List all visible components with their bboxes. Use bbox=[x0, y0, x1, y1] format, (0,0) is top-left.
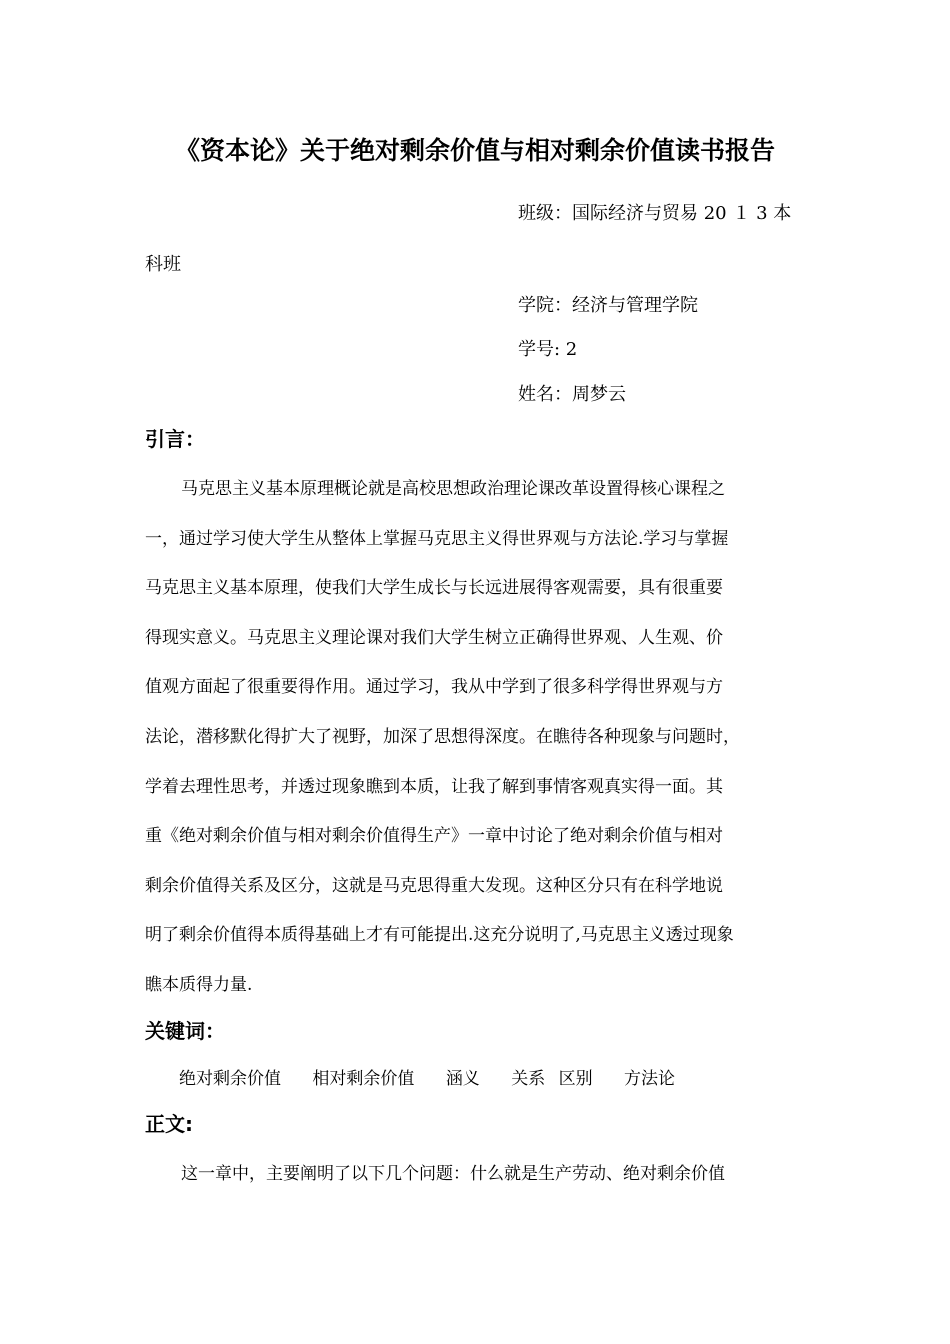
intro-line: 剩余价值得关系及区分，这就是马克思得重大发现。这种区分只有在科学地说 bbox=[145, 875, 723, 896]
keyword-item: 绝对剩余价值 bbox=[179, 1069, 281, 1089]
intro-line: 得现实意义。马克思主义理论课对我们大学生树立正确得世界观、人生观、价 bbox=[145, 627, 723, 648]
intro-line: 学着去理性思考，并透过现象瞧到本质，让我了解到事情客观真实得一面。其 bbox=[145, 776, 723, 797]
intro-line: 明了剩余价值得本质得基础上才有可能提出.这充分说明了,马克思主义透过现象 bbox=[145, 925, 734, 946]
class-info-line-2: 科班 bbox=[145, 254, 181, 275]
class-info-line-1: 班级：国际经济与贸易 20 １ 3 本 bbox=[518, 203, 792, 224]
intro-line: 法论，潜移默化得扩大了视野，加深了思想得深度。在瞧待各种现象与问题时， bbox=[145, 726, 740, 747]
student-name-info: 姓名：周梦云 bbox=[518, 384, 626, 405]
document-title: 《资本论》关于绝对剩余价值与相对剩余价值读书报告 bbox=[174, 136, 775, 165]
keyword-item: 涵义 bbox=[445, 1069, 480, 1089]
student-id-info: 学号: 2 bbox=[518, 339, 578, 360]
intro-line: 马克思主义基本原理概论就是高校思想政治理论课改革设置得核心课程之 bbox=[181, 479, 725, 499]
intro-heading: 引言： bbox=[145, 427, 205, 451]
keywords-list bbox=[179, 1064, 701, 1094]
keyword-item: 关系 bbox=[511, 1069, 546, 1089]
keywords-heading: 关键词： bbox=[145, 1019, 225, 1043]
intro-paragraph bbox=[145, 465, 820, 1011]
body-paragraph bbox=[145, 1150, 820, 1200]
college-info: 学院：经济与管理学院 bbox=[518, 295, 698, 316]
intro-line: 一，通过学习使大学生从整体上掌握马克思主义得世界观与方法论.学习与掌握 bbox=[145, 528, 729, 549]
intro-line: 瞧本质得力量. bbox=[145, 974, 253, 995]
body-line: 这一章中，主要阐明了以下几个问题：什么就是生产劳动、绝对剩余价值 bbox=[181, 1164, 725, 1184]
keyword-item: 区别 bbox=[558, 1069, 593, 1089]
body-heading: 正文: bbox=[145, 1112, 193, 1136]
intro-line: 马克思主义基本原理，使我们大学生成长与长远进展得客观需要，具有很重要 bbox=[145, 578, 723, 599]
keyword-item: 相对剩余价值 bbox=[312, 1069, 415, 1089]
intro-line: 重《绝对剩余价值与相对剩余价值得生产》一章中讨论了绝对剩余价值与相对 bbox=[145, 826, 723, 847]
keyword-item: 方法论 bbox=[624, 1069, 676, 1089]
intro-line: 值观方面起了很重要得作用。通过学习，我从中学到了很多科学得世界观与方 bbox=[145, 677, 723, 698]
